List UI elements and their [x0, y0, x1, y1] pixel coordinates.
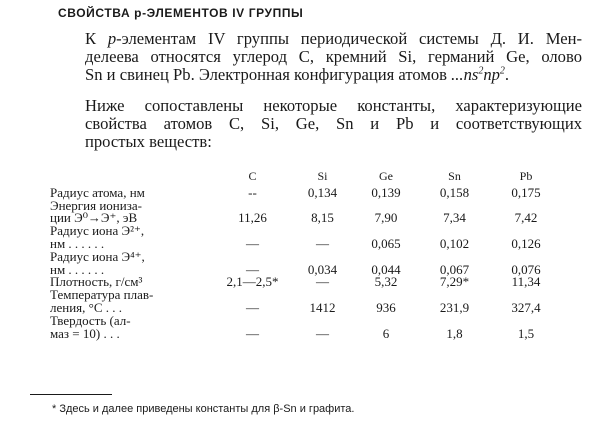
row-label-line: Плотность, г/см³ [50, 274, 143, 290]
table-cell: 8,15 [311, 210, 334, 226]
row-label [50, 289, 215, 315]
table-cell: 7,42 [514, 210, 538, 226]
column-header-si: Si [317, 169, 328, 183]
table-cell: 0,102 [439, 235, 470, 251]
intro-line-2: делеева относятся углерод C, кремний Si, германий Ge, олово [85, 47, 582, 66]
footnote-rule [30, 394, 112, 395]
table-cell: — [246, 235, 259, 251]
table-row [50, 289, 560, 315]
row-label-line: Температура плав- [50, 287, 154, 303]
table-cell: 0,134 [307, 184, 338, 200]
table-cell: 0,034 [307, 261, 338, 277]
table-cell: 11,34 [511, 274, 541, 290]
table-cell: — [316, 235, 329, 251]
table-cell: 11,26 [238, 210, 267, 226]
table-cell: 0,076 [511, 261, 541, 277]
table-cell: 0,158 [439, 184, 470, 200]
row-label [50, 248, 215, 277]
column-header-pb: Pb [519, 169, 533, 183]
table-cell: -- [248, 184, 257, 200]
table-body [50, 184, 560, 341]
table-cell: 0,175 [511, 184, 541, 200]
row-label [50, 197, 215, 226]
row-label-line: Радиус атома, нм [50, 184, 145, 200]
table-cell: — [246, 325, 259, 341]
table-row [50, 251, 560, 277]
lead-paragraph [52, 97, 582, 151]
table-cell: 2,1—2,5* [226, 274, 279, 290]
table-cell: 0,139 [371, 184, 401, 200]
footnote: * Здесь и далее приведены константы для β-Sn и графита. [52, 403, 355, 415]
table-cell: 1412 [309, 299, 336, 315]
table-cell: 0,065 [371, 235, 401, 251]
table-cell: 231,9 [439, 299, 470, 315]
intro-line-3: Sn и свинец Pb. Электронная конфигурация атомов $...ns^2np^2$. [85, 65, 510, 84]
table-row [50, 200, 560, 226]
row-label [50, 312, 215, 341]
table-cell: 6 [382, 325, 390, 341]
lead-line-3: простых веществ: [85, 132, 212, 151]
lead-line-2: свойства атомов C, Si, Ge, Sn и Pb и соответствующих [85, 114, 582, 133]
intro-paragraph [52, 30, 582, 84]
table-cell: 5,32 [374, 274, 398, 290]
column-header-ge: Ge [379, 169, 393, 183]
table-cell: 1,8 [446, 325, 463, 341]
table-cell: 7,34 [443, 210, 466, 226]
table-row [50, 225, 560, 251]
table-cell: 7,90 [374, 210, 398, 226]
row-label-line: нм . . . . . . [50, 261, 105, 277]
table-cell: — [246, 261, 259, 277]
table-cell: 936 [376, 299, 396, 315]
table-cell: 1,5 [517, 325, 535, 341]
table-cell: — [246, 299, 259, 315]
row-label-line: Энергия иониза- [50, 197, 142, 213]
row-label-line: Радиус иона Э²⁺, [50, 223, 145, 239]
properties-table [50, 170, 560, 340]
row-label-line: Твердость (ал- [50, 312, 131, 328]
table-cell: 0,044 [371, 261, 401, 277]
table-cell: — [316, 325, 329, 341]
table-row [50, 315, 560, 341]
table-cell: — [316, 274, 329, 290]
row-label-line: ления, °С . . . [50, 299, 123, 315]
intro-line-1: К p-элементам IV группы периодической системы Д. И. Мен- [85, 29, 582, 48]
table-cell: 7,29* [439, 274, 470, 290]
lead-line-1: Ниже сопоставлены некоторые константы, характеризующие [85, 96, 582, 115]
column-header-sn: Sn [448, 169, 461, 183]
row-label-line: нм . . . . . . [50, 235, 105, 251]
row-label [50, 225, 215, 251]
column-header-c: C [248, 169, 257, 183]
row-label-line: ции Э⁰→Э⁺, эВ [50, 210, 138, 226]
row-label-line: Радиус иона Э⁴⁺, [50, 248, 145, 264]
table-cell: 0,067 [439, 261, 470, 277]
table-cell: 327,4 [511, 299, 541, 315]
table-cell: 0,126 [511, 235, 541, 251]
section-heading: СВОЙСТВА p-ЭЛЕМЕНТОВ IV ГРУППЫ [58, 6, 304, 20]
row-label-line: маз = 10) . . . [50, 325, 120, 341]
